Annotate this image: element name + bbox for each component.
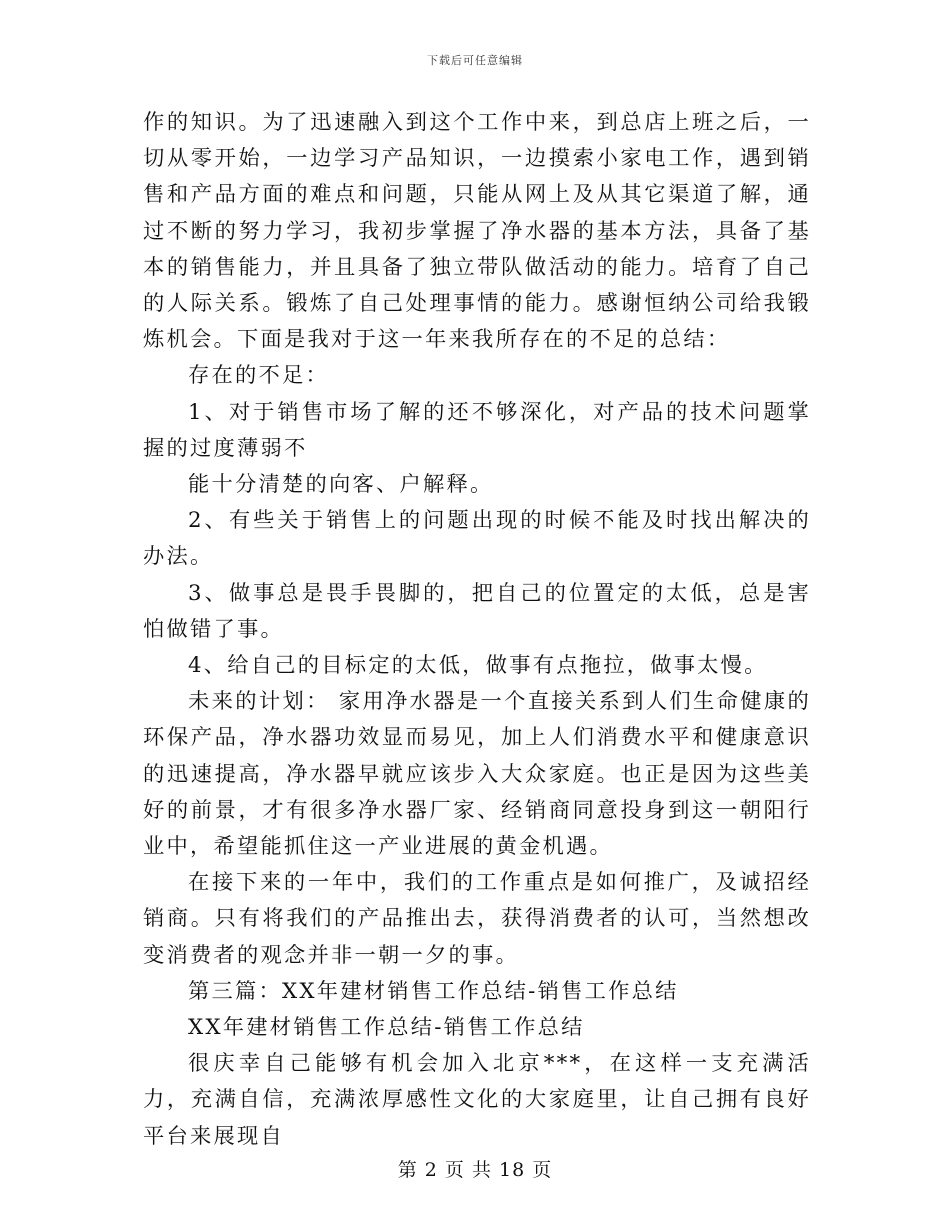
page-number: 第 2 页 共 18 页 <box>397 1159 553 1181</box>
paragraph: 未来的计划： 家用净水器是一个直接关系到人们生命健康的环保产品，净水器功效显而易见，加上人们消费水平和健康意识的迅速提高，净水器早就应该步入大众家庭。也正是因为这些美好的前景，才有很多净水器厂家、经销商同意投身到这一朝阳行业中，希望能抓住这一产业进展的黄金机遇。 <box>143 689 811 860</box>
paragraph: 在接下来的一年中，我们的工作重点是如何推广，及诚招经销商。只有将我们的产品推出去，获得消费者的认可，当然想改变消费者的观念并非一朝一夕的事。 <box>143 870 811 968</box>
paragraph: 2、有些关于销售上的问题出现的时候不能及时找出解决的办法。 <box>143 508 811 570</box>
paragraph: 很庆幸自己能够有机会加入北京***，在这样一支充满活力，充满自信，充满浓厚感性文化的大家庭里，让自己拥有良好平台来展现自 <box>143 1051 811 1149</box>
paragraph: 1、对于销售市场了解的还不够深化，对产品的技术问题掌握的过度薄弱不 <box>143 399 811 461</box>
page-header: 下载后可任意编辑 <box>427 54 523 67</box>
document-body <box>143 105 811 1155</box>
paragraph: 作的知识。为了迅速融入到这个工作中来，到总店上班之后，一切从零开始，一边学习产品知识，一边摸索小家电工作，遇到销售和产品方面的难点和问题，只能从网上及从其它渠道了解，通过不断的努力学习，我初步掌握了净水器的基本方法，具备了基本的销售能力，并且具备了独立带队做活动的能力。培育了自己的人际关系。锻炼了自己处理事情的能力。感谢恒纳公司给我锻炼机会。下面是我对于这一年来我所存在的不足的总结： <box>143 110 811 353</box>
paragraph: 存在的不足： <box>188 363 329 389</box>
section-title: XX年建材销售工作总结-销售工作总结 <box>188 1015 585 1041</box>
paragraph: 4、给自己的目标定的太低，做事有点拖拉，做事太慢。 <box>188 653 768 679</box>
paragraph: 3、做事总是畏手畏脚的，把自己的位置定的太低，总是害怕做错了事。 <box>143 580 811 642</box>
paragraph: 能十分清楚的向客、户解释。 <box>188 472 494 498</box>
section-heading: 第三篇：XX年建材销售工作总结-销售工作总结 <box>188 978 679 1004</box>
